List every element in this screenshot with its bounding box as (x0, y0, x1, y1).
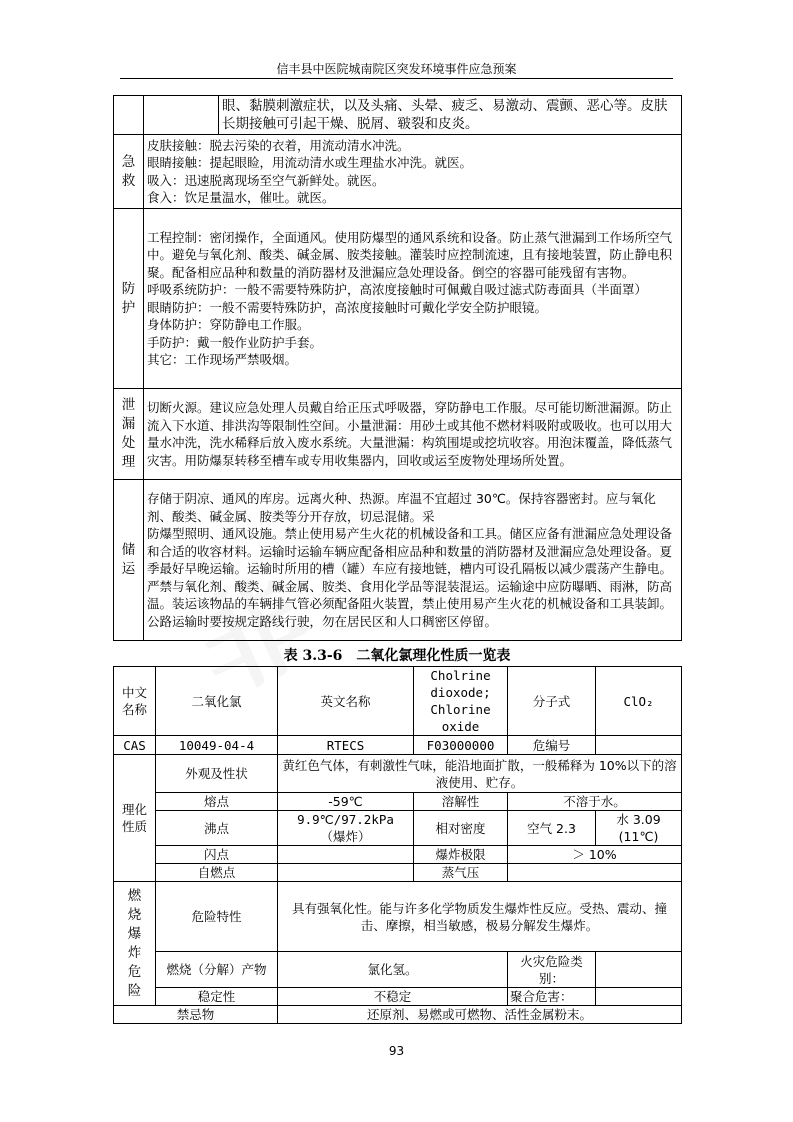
table-row (114, 135, 682, 209)
incompat-label: 禁忌物 (114, 1006, 278, 1024)
hazard-label: 危险特性 (156, 882, 278, 952)
table-row (114, 793, 682, 811)
autoign-value (278, 864, 414, 882)
formula-label: 分子式 (508, 667, 596, 736)
autoign-label: 自燃点 (156, 864, 278, 882)
table-row (114, 811, 682, 846)
protection-content: 工程控制：密闭操作，全面通风。使用防爆型的通风系统和设备。防止蒸气泄漏到工作场所空气中。避免与氧化剂、酸类、碱金属、胺类接触。灌装时应控制流速，且有接地装置，防止静电积聚。配备相应品种和数量的消防器材及泄漏应急处理设备。倒空的容器可能残留有害物。 呼吸系统防护：一般不需要特殊防护，高浓度接触时可佩戴自吸过滤式防毒面具（半面罩） 眼睛防护：一般不需要特殊防护，高浓度接触时可戴化学安全防护眼镜。 身体防护：穿防静电工作服。 手防护：戴一般作业防护手套。 其它：工作现场严禁吸烟。 (144, 209, 682, 389)
leak-content: 切断火源。建议应急处理人员戴自给正压式呼吸器，穿防静电工作服。尽可能切断泄漏源。防止流入下水道、排洪沟等限制性空间。小量泄漏：用砂土或其他不燃材料吸附或吸收。也可以用大量水冲洗，洗水稀释后放入废水系统。大量泄漏：构筑围堤或挖坑收容。用泡沫覆盖，降低蒸气灾害。用防爆泵转移至槽车或专用收集器内，回收或运至废物处理场所处置。 (144, 389, 682, 480)
chlorine-dioxide-properties-table (113, 666, 682, 1024)
protection-label: 防护 (114, 209, 144, 389)
solubility-value: 不溶于水。 (508, 793, 682, 811)
en-name: Cholrine dioxode; Chlorine oxide (414, 667, 508, 736)
hazard-value: 具有强氧化性。能与许多化学物质发生爆炸性反应。受热、震动、撞击、摩擦，相当敏感，极易分解发生爆炸。 (278, 882, 682, 952)
table-row (114, 952, 682, 988)
polymer-value (596, 988, 682, 1006)
en-name-label: 英文名称 (278, 667, 414, 736)
table-row (114, 846, 682, 864)
table-row (114, 480, 682, 641)
stability-label: 稳定性 (156, 988, 278, 1006)
page-header: 信丰县中医院城南院区突发环境事件应急预案 (276, 62, 517, 76)
first-aid-content: 皮肤接触：脱去污染的衣着，用流动清水冲洗。 眼睛接触：提起眼睑，用流动清水或生理盐水冲洗。就医。 吸入：迅速脱离现场至空气新鲜处。就医。 食入：饮足量温水，催吐。就医。 (144, 135, 682, 209)
cas-label: CAS (114, 736, 156, 755)
table-row (114, 988, 682, 1006)
hazard-no-label: 危编号 (508, 736, 596, 755)
appearance-label: 外观及性状 (156, 755, 278, 793)
formula: ClO₂ (596, 667, 682, 736)
leak-label: 泄漏处理 (114, 389, 144, 480)
combust-label: 燃烧（分解）产物 (156, 952, 278, 988)
storage-content: 存储于阴凉、通风的库房。远离火种、热源。库温不宜超过 30℃。保持容器密封。应与氧化剂、酸类、碱金属、胺类等分开存放，切忌混储。采 防爆型照明、通风设施。禁止使用易产生火花的机械设备和工具。储区应备有泄漏应急处理设备和合适的收容材料。运输时运输车辆应配备相应品种和数量的消防器材及泄漏应急处理设备。夏季最好早晚运输。运输时所用的槽（罐）车应有接地链，槽内可设孔隔板以减少震荡产生静电。严禁与氧化剂、酸类、碱金属、胺类、食用化学品等混装混运。运输途中应防曝晒、雨淋，防高温。装运该物品的车辆排气管必须配备阻火装置，禁止使用易产生火花的机械设备和工具装卸。公路运输时要按规定路线行驶，勿在居民区和人口稠密区停留。 (144, 480, 682, 641)
storage-label: 储运 (114, 480, 144, 641)
table-row (114, 1006, 682, 1024)
fire-class-label: 火灾危险类别： (508, 952, 596, 988)
incompat-value: 还原剂、易燃或可燃物、活性金属粉末。 (278, 1006, 682, 1024)
table-row (114, 864, 682, 882)
rtecs-value: F03000000 (414, 736, 508, 755)
hazard-no-value (596, 736, 682, 755)
cas-value: 10049-04-4 (156, 736, 278, 755)
explosion-value: ＞ 10% (508, 846, 682, 864)
density-water: 水 3.09 (11℃) (596, 811, 682, 846)
page-number: 93 (388, 1044, 405, 1058)
flash-value (278, 846, 414, 864)
fire-label: 燃烧爆炸危险 (114, 882, 156, 1006)
density-air: 空气 2.3 (508, 811, 596, 846)
health-continued-text: 眼、黏膜刺激症状，以及头痛、头晕、疲乏、易激动、震颤、恶心等。皮肤长期接触可引起干燥、脱屑、皲裂和皮炎。 (219, 96, 682, 135)
explosion-label: 爆炸极限 (414, 846, 508, 864)
table-row (114, 882, 682, 952)
bp-label: 沸点 (156, 811, 278, 846)
table-row (114, 667, 682, 736)
vapor-value (508, 864, 682, 882)
stability-value: 不稳定 (278, 988, 508, 1006)
mp-label: 熔点 (156, 793, 278, 811)
rtecs-label: RTECS (278, 736, 414, 755)
polymer-label: 聚合危害： (508, 988, 596, 1006)
bp-value: 9.9℃/97.2kPa （爆炸） (278, 811, 414, 846)
props-label: 理化性质 (114, 755, 156, 882)
combust-value: 氯化氢。 (278, 952, 508, 988)
table-row (114, 209, 682, 389)
cn-name: 二氧化氯 (156, 667, 278, 736)
density-label: 相对密度 (414, 811, 508, 846)
cn-name-label: 中文名称 (114, 667, 156, 736)
appearance-value: 黄红色气体，有刺激性气味，能沿地面扩散，一般稀释为 10%以下的溶液使用、贮存。 (278, 755, 682, 793)
table-title: 表 3.3-6 二氧化氯理化性质一览表 (283, 648, 511, 664)
first-aid-label: 急救 (114, 135, 144, 209)
vapor-label: 蒸气压 (414, 864, 508, 882)
table-row (114, 389, 682, 480)
flash-label: 闪点 (156, 846, 278, 864)
header-rule (120, 78, 673, 79)
empty-cell (114, 96, 144, 135)
hazard-info-table (113, 95, 682, 641)
table-row (114, 736, 682, 755)
solubility-label: 溶解性 (414, 793, 508, 811)
empty-cell (144, 96, 219, 135)
table-row (114, 96, 682, 135)
fire-class-value (596, 952, 682, 988)
table-row (114, 755, 682, 793)
mp-value: -59℃ (278, 793, 414, 811)
